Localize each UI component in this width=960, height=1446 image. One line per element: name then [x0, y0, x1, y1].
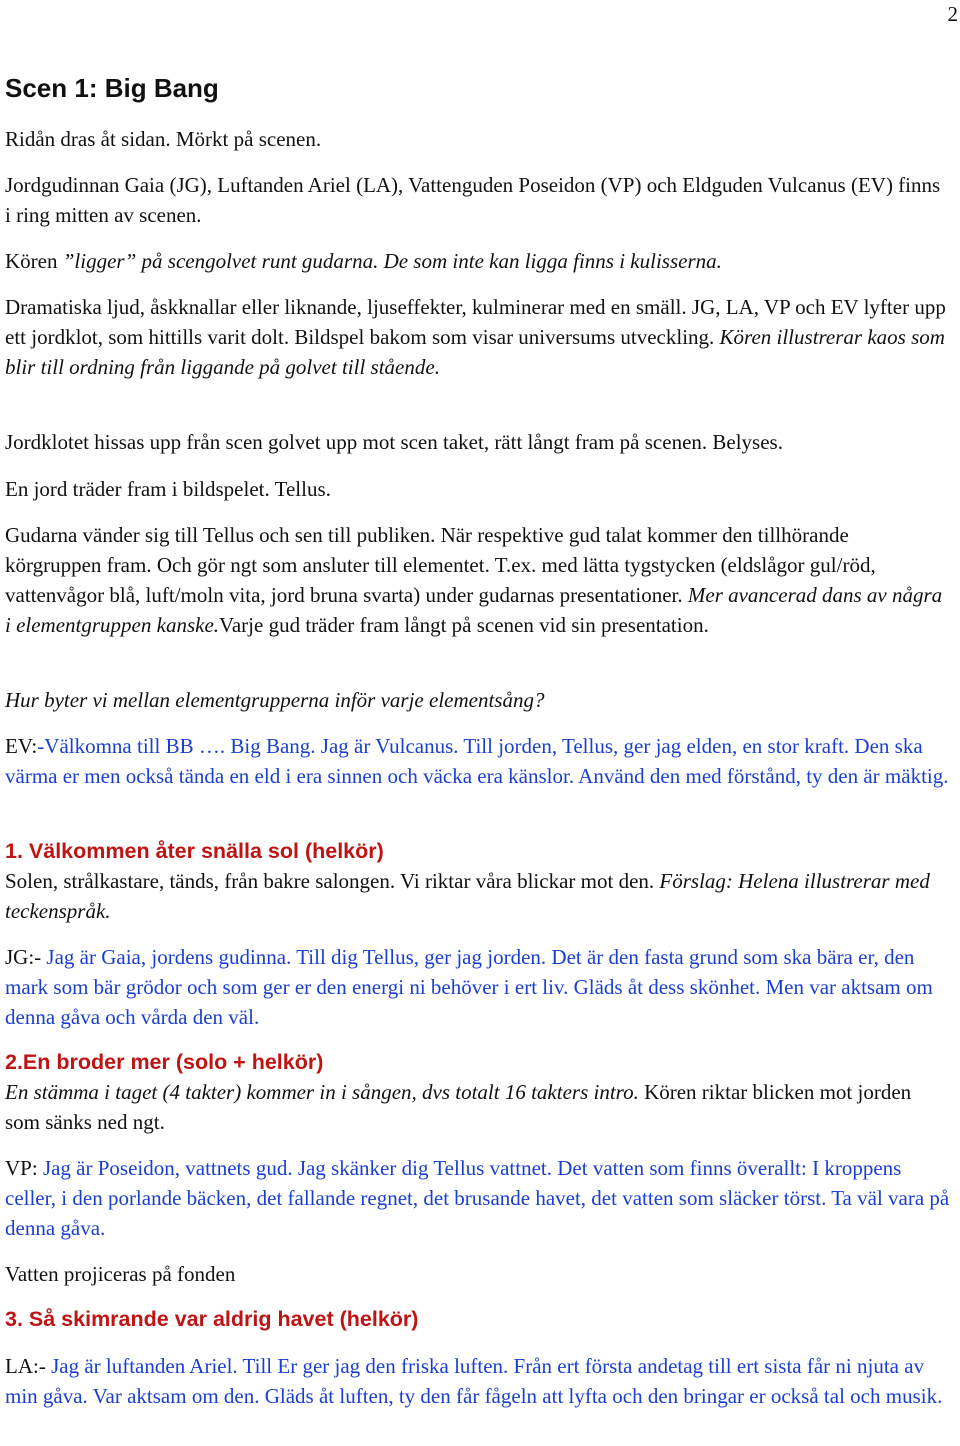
stage-direction-curtain: Ridån dras åt sidan. Mörkt på scenen. — [5, 127, 322, 151]
choir-lying-text: ”ligger” — [62, 249, 137, 273]
song-1-title: 1. Välkommen åter snälla sol (helkör) — [5, 839, 384, 863]
step-forward-text: Varje gud träder fram långt på scenen vid sin presentation. — [219, 613, 709, 637]
song-2-title: 2.En broder mer (solo + helkör) — [5, 1050, 324, 1074]
presentations-text: Gudarna vänder sig till Tellus och sen till publiken. När respektive gud talat kommer den tillhörande körgruppen fram. Och gör ngt som ansluter till elementet. T.ex. med lätta tygstycken (eldslågor gul/röd, vattenvågor blå, luft/moln vita, jord bruna svarta) under gudarnas presentationer. — [5, 523, 876, 607]
stage-direction-gods: Jordgudinnan Gaia (JG), Luftanden Ariel (LA), Vattenguden Poseidon (VP) och Eldguden Vulcanus (EV) finns i ring mitten av scenen. — [5, 173, 941, 227]
effects-text: Dramatiska ljud, åskknallar eller liknande, ljuseffekter, kulminerar med en smäll. — [5, 295, 687, 319]
song-3-title: 3. Så skimrande var aldrig havet (helkör) — [5, 1307, 419, 1331]
song-1-suggestion: Förslag: Helena illustrerar med teckenspråk. — [5, 869, 930, 923]
song-1-direction-text: Solen, strålkastare, tänds, från bakre salongen. Vi riktar våra blickar mot den. — [5, 869, 660, 893]
page-number: 2 — [947, 2, 958, 26]
song-2-direction — [5, 1077, 950, 1137]
vp-speech — [5, 1153, 950, 1243]
song-2-intro-text: En stämma i taget (4 takter) kommer in i sången, dvs totalt 16 takters intro. — [5, 1080, 639, 1104]
vp-speaker: VP: — [5, 1156, 38, 1180]
jg-speech — [5, 942, 950, 1032]
stage-direction-globe-lift: Jordklotet hissas upp från scen golvet upp mot scen taket, rätt långt fram på scenen. Belyses. — [5, 430, 783, 454]
stage-direction-water: Vatten projiceras på fonden — [5, 1262, 236, 1286]
la-speech — [5, 1351, 950, 1411]
open-question: Hur byter vi mellan elementgrupperna inför varje elementsång? — [5, 688, 545, 712]
stage-direction-presentations — [5, 520, 950, 640]
jg-speaker: JG:- — [5, 945, 42, 969]
ev-speaker: EV: — [5, 734, 38, 758]
jg-line: Jag är Gaia, jordens gudinna. Till dig Tellus, ger jag jorden. Det är den fasta grund som ska bära er, den mark som bär grödor och som ger er den energi ni behöver i ert liv. Gläds åt dess skönhet. Men var aktsam om denna gåva och vårda den väl. — [5, 945, 933, 1029]
song-1-direction — [5, 866, 950, 926]
scene-title: Scen 1: Big Bang — [5, 73, 219, 103]
ev-speech — [5, 731, 950, 791]
stage-direction-effects — [5, 292, 950, 382]
dance-suggestion-text: Mer avancerad dans av några i elementgruppen kanske. — [5, 583, 943, 637]
choir-intro-text: Kören — [5, 249, 63, 273]
choir-chaos-text: Kören illustrerar kaos som blir till ordning från liggande på golvet till stående. — [5, 325, 945, 379]
song-2-choir-text: Kören riktar blicken mot jorden som sänks ned ngt. — [5, 1080, 912, 1134]
choir-position-text: på scengolvet runt gudarna. De som inte kan ligga finns i kulisserna. — [136, 249, 722, 273]
stage-direction-choir — [5, 246, 950, 276]
ev-line: -Välkomna till BB …. Big Bang. Jag är Vulcanus. Till jorden, Tellus, ger jag elden, en stor kraft. Den ska värma er men också tända en eld i era sinnen och väcka era känslor. Använd den med förstånd, ty den är mäktig. — [5, 734, 949, 788]
la-speaker: LA:- — [5, 1354, 46, 1378]
globe-text: JG, LA, VP och EV lyfter upp ett jordklot, som hittills varit dolt. Bildspel bakom som visar universums utveckling. — [5, 295, 946, 349]
la-line: Jag är luftanden Ariel. Till Er ger jag den friska luften. Från ert första andetag till ert sista får ni njuta av min gåva. Var aktsam om den. Gläds åt luften, ty den får fågeln att lyfta och den bringar er också tal och musik. — [5, 1354, 943, 1408]
stage-direction-tellus: En jord träder fram i bildspelet. Tellus. — [5, 477, 331, 501]
vp-line: Jag är Poseidon, vattnets gud. Jag skänker dig Tellus vattnet. Det vatten som finns överallt: I kroppens celler, i den porlande bäcken, det fallande regnet, det brusande havet, det vatten som släcker törst. Ta väl vara på denna gåva. — [5, 1156, 950, 1240]
